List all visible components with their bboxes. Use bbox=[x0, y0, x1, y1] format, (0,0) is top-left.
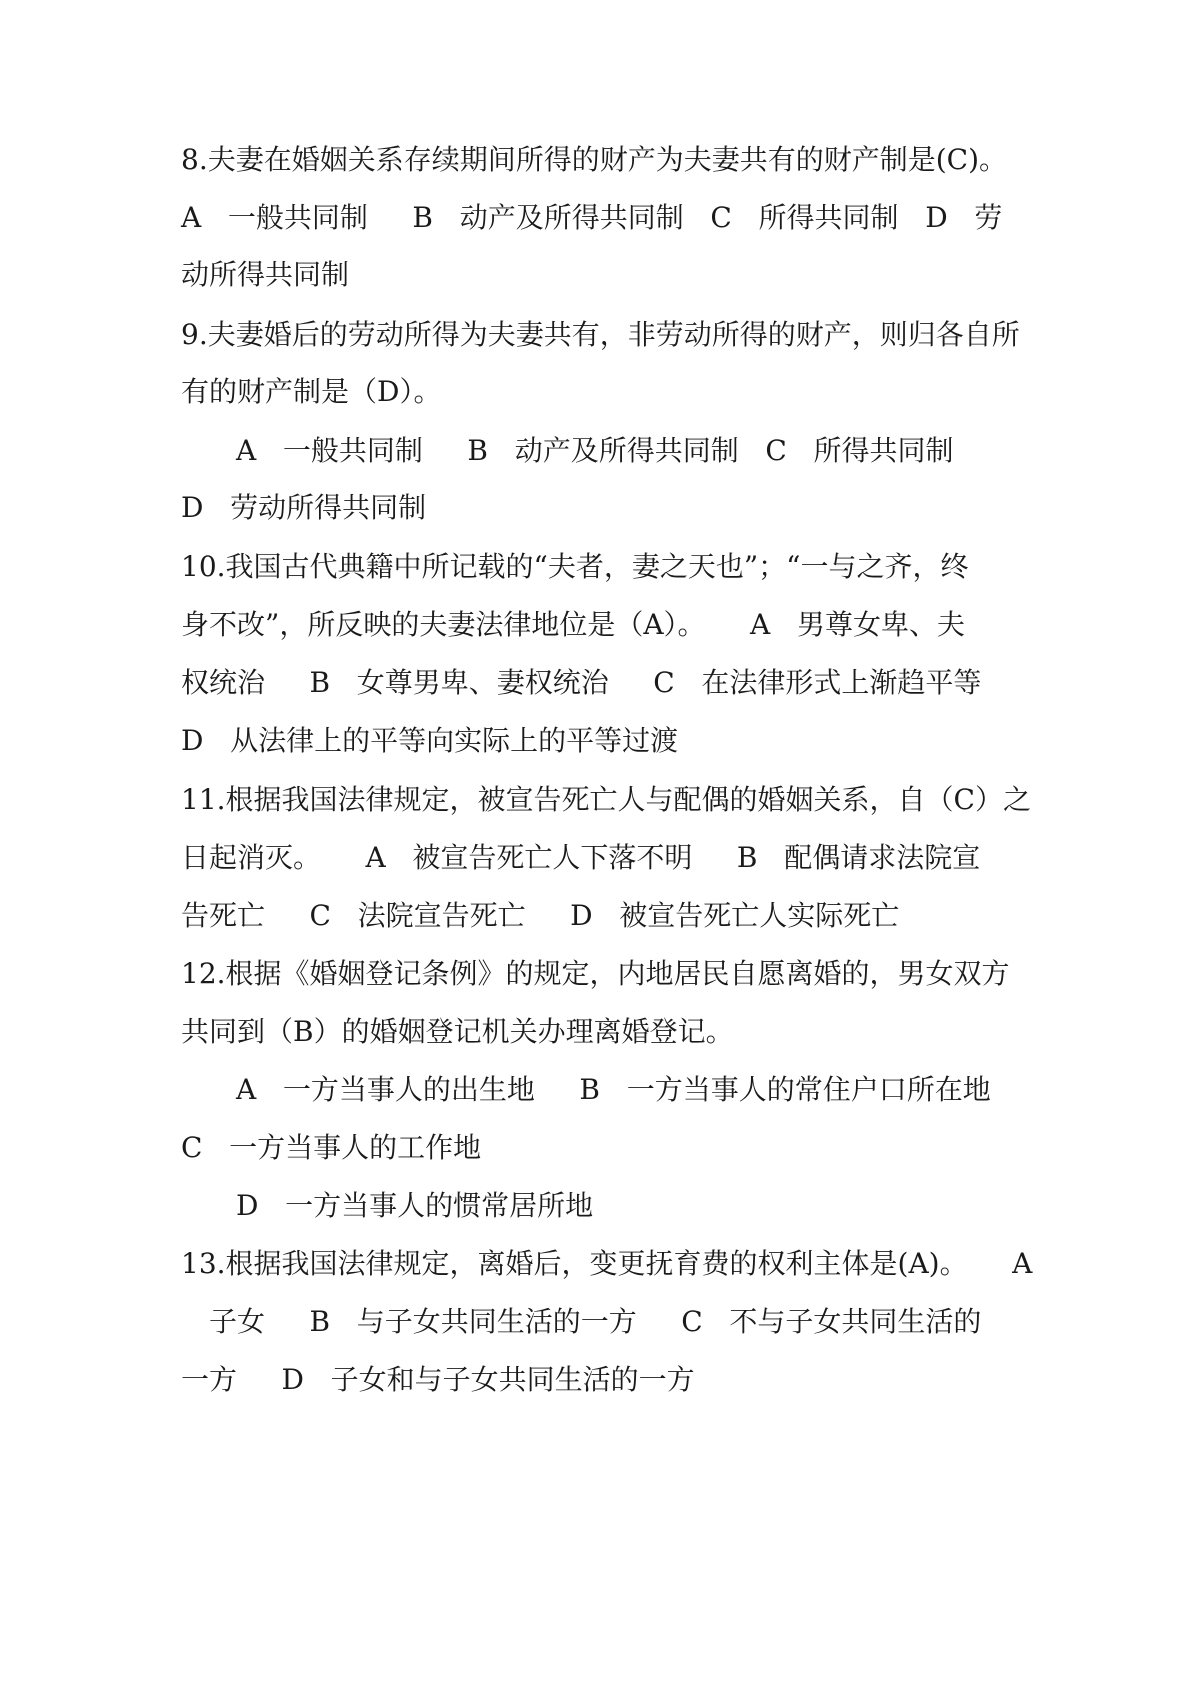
question-10-line-3: 权统治 B 女尊男卑、妻权统治 C 在法律形式上渐趋平等 bbox=[181, 666, 982, 699]
question-9-line-1: 9.夫妻婚后的劳动所得为夫妻共有，非劳动所得的财产，则归各自所 bbox=[181, 318, 1020, 351]
question-9-option-d: D 劳动所得共同制 bbox=[181, 491, 427, 524]
question-12-line-1: 12.根据《婚姻登记条例》的规定，内地居民自愿离婚的，男女双方 bbox=[181, 957, 1010, 990]
question-10-option-d: D 从法律上的平等向实际上的平等过渡 bbox=[181, 724, 679, 757]
question-8-options-line: A 一般共同制 B 动产及所得共同制 C 所得共同制 D 劳 bbox=[181, 201, 1003, 234]
question-13-line-3: 一方 D 子女和与子女共同生活的一方 bbox=[181, 1363, 695, 1396]
question-11-line-2: 日起消灭。 A 被宣告死亡人下落不明 B 配偶请求法院宣 bbox=[181, 841, 981, 874]
question-8-options-continuation: 动所得共同制 bbox=[181, 258, 350, 291]
question-13-line-2: 子女 B 与子女共同生活的一方 C 不与子女共同生活的 bbox=[209, 1305, 982, 1338]
question-12-option-c: C 一方当事人的工作地 bbox=[181, 1131, 482, 1164]
question-8-line-1: 8.夫妻在婚姻关系存续期间所得的财产为夫妻共有的财产制是(C)。 bbox=[181, 143, 1007, 176]
question-12-line-2: 共同到（B）的婚姻登记机关办理离婚登记。 bbox=[181, 1015, 734, 1048]
question-9-options-line: A 一般共同制 B 动产及所得共同制 C 所得共同制 bbox=[236, 434, 954, 467]
question-12-options-line: A 一方当事人的出生地 B 一方当事人的常住户口所在地 bbox=[236, 1073, 991, 1106]
question-10-line-2: 身不改”，所反映的夫妻法律地位是（A）。 A 男尊女卑、夫 bbox=[181, 608, 965, 641]
question-10-line-1: 10.我国古代典籍中所记载的“夫者，妻之天也”；“一与之齐，终 bbox=[181, 550, 969, 583]
question-9-line-2: 有的财产制是（D）。 bbox=[181, 375, 442, 408]
question-11-line-1: 11.根据我国法律规定，被宣告死亡人与配偶的婚姻关系，自（C）之 bbox=[181, 783, 1031, 816]
question-13-line-1: 13.根据我国法律规定，离婚后，变更抚育费的权利主体是(A)。 A bbox=[181, 1247, 1033, 1280]
question-12-option-d: D 一方当事人的惯常居所地 bbox=[236, 1189, 594, 1222]
question-11-line-3: 告死亡 C 法院宣告死亡 D 被宣告死亡人实际死亡 bbox=[181, 899, 900, 932]
